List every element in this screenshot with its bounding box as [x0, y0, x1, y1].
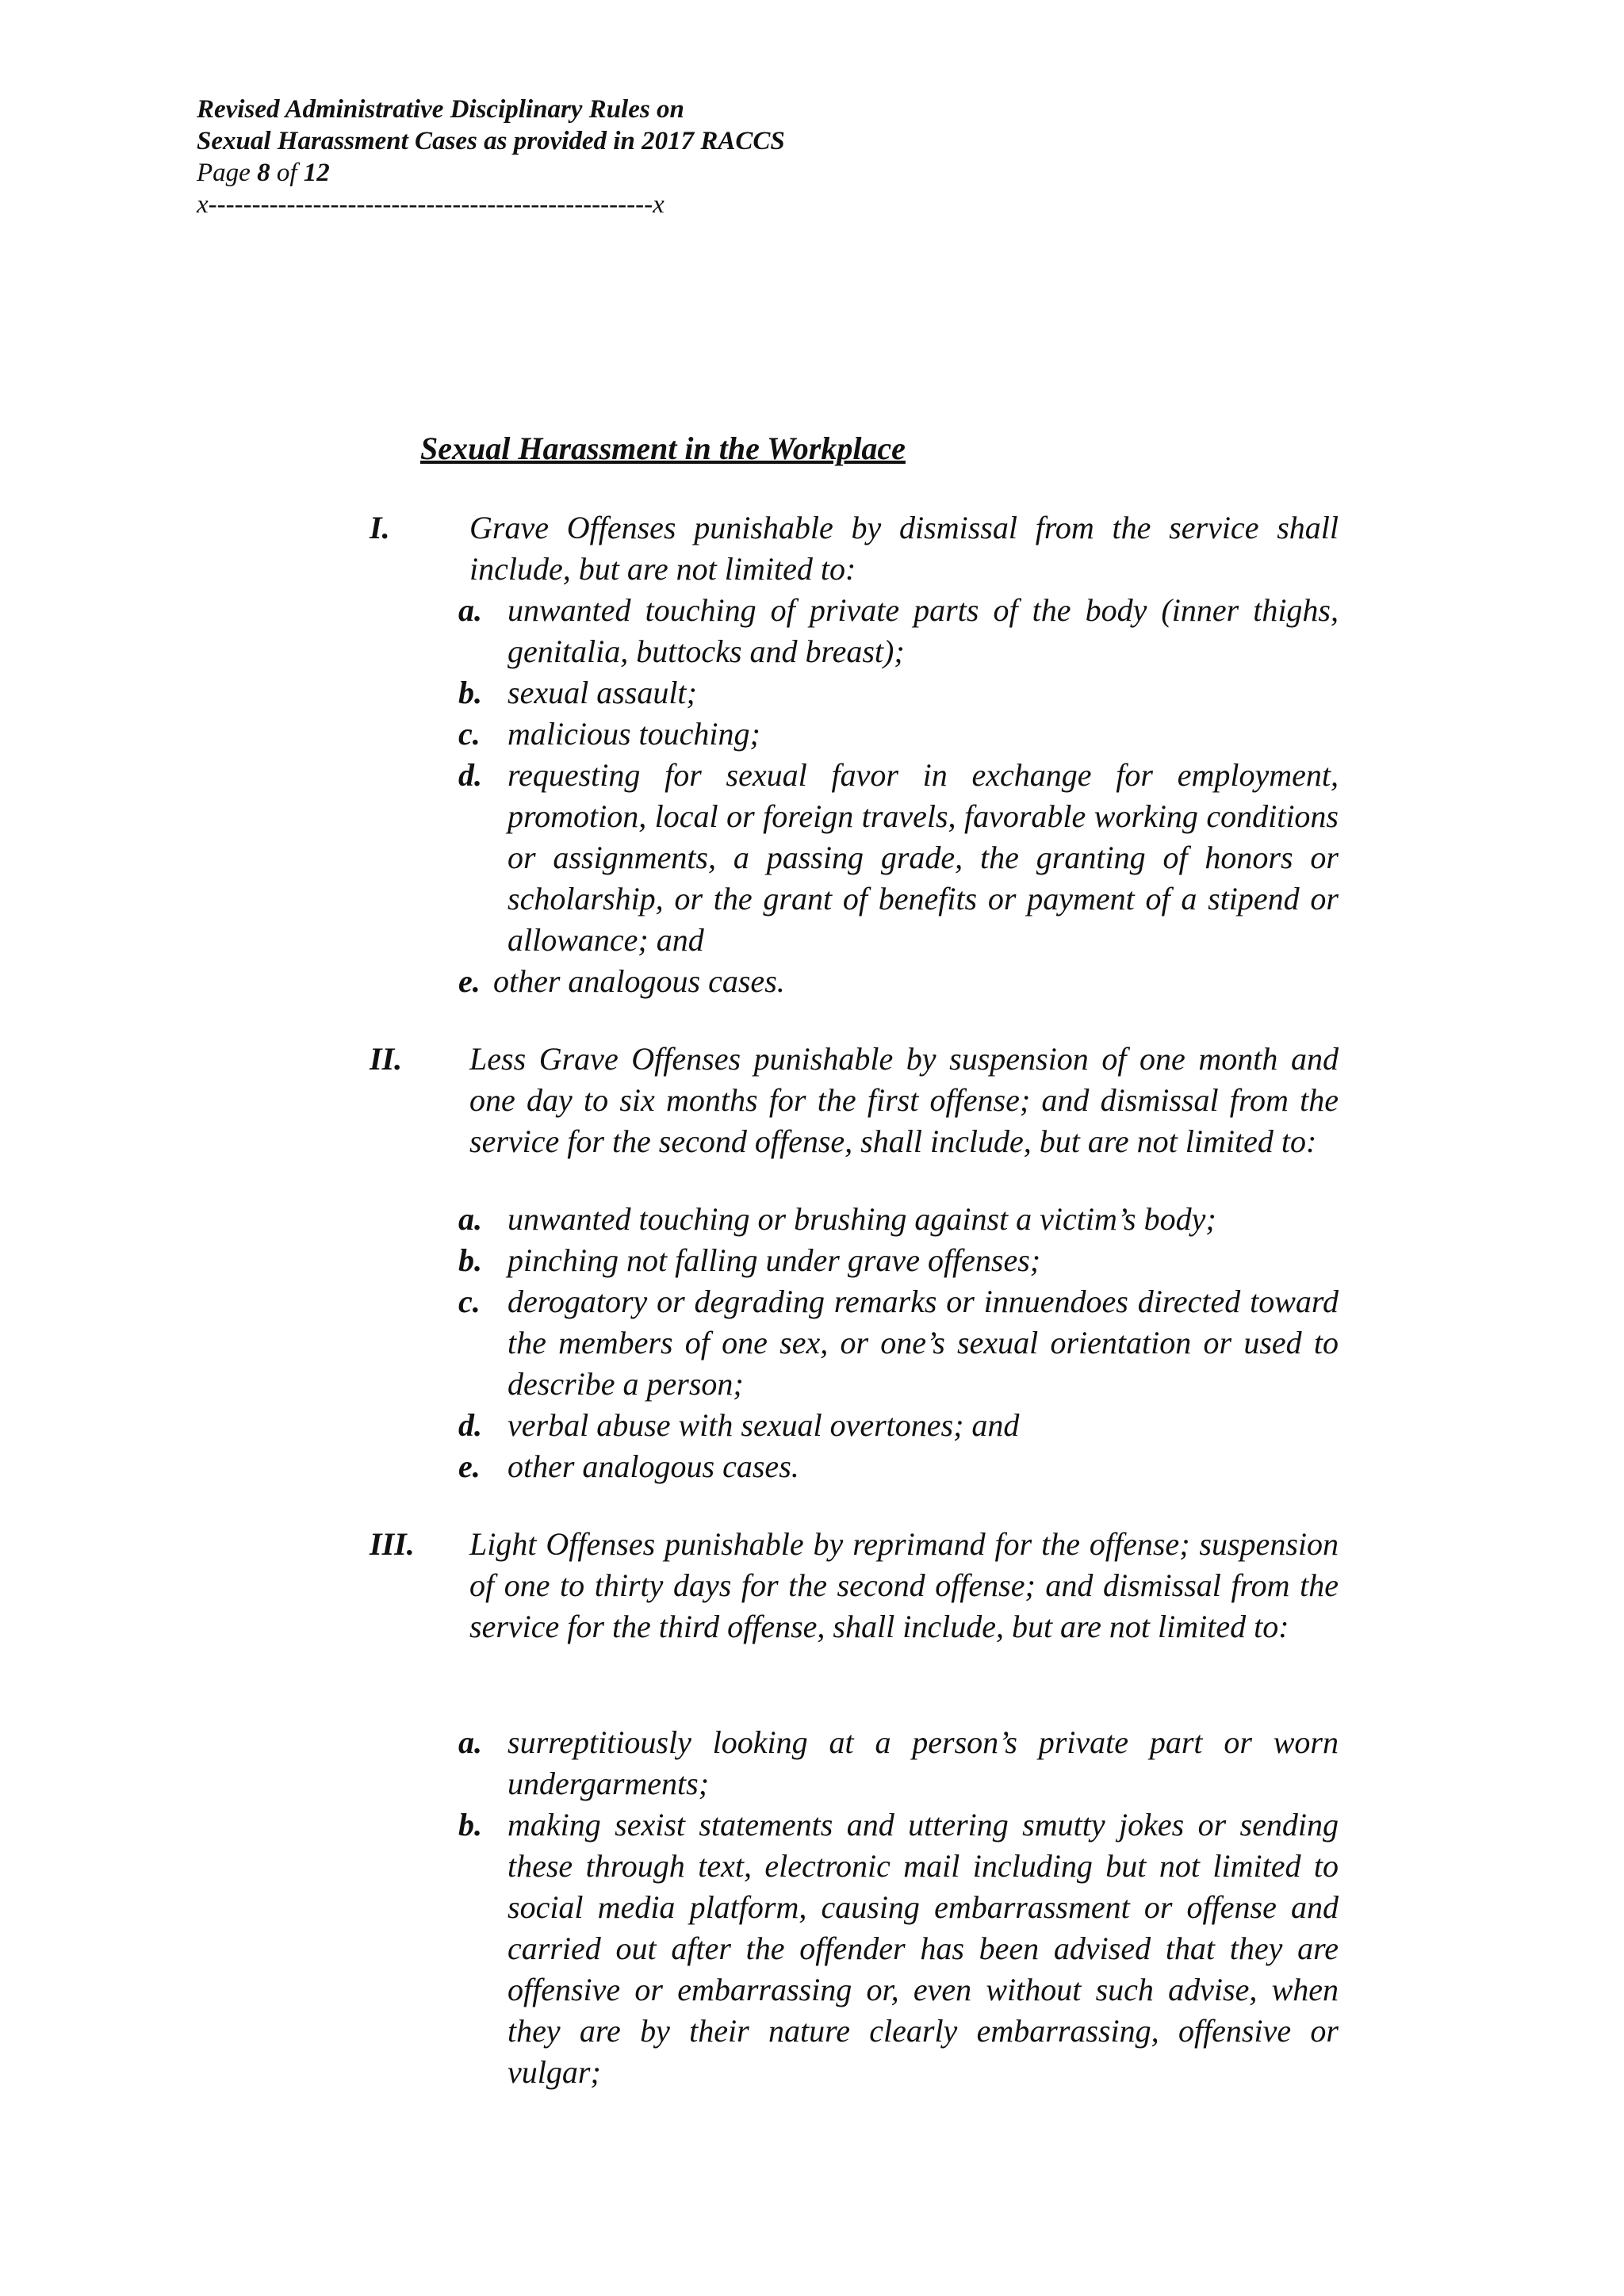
item-letter: b.	[458, 1242, 482, 1278]
list-item	[0, 961, 1624, 1002]
header-title-line-2: Sexual Harassment Cases as provided in 2017 RACCS	[197, 127, 785, 155]
page-prefix: Page	[197, 159, 258, 187]
offense-intro: Light Offenses punishable by reprimand for the offense; suspension of one to thirty days for the second offense; and dismissal from the service for the third offense, shall include, but are not limited to:	[469, 1526, 1339, 1644]
item-text: sexual assault;	[508, 675, 697, 710]
page-total: 12	[303, 159, 330, 187]
list-item	[0, 1722, 1624, 1804]
page-number: 8	[257, 159, 270, 187]
item-letter: a.	[458, 1201, 482, 1237]
page-of: of	[270, 159, 304, 187]
item-letter: d.	[458, 757, 482, 793]
list-item	[0, 1281, 1624, 1405]
item-text: making sexist statements and uttering smutty jokes or sending these through text, electronic mail including but not limited to social media platform, causing embarrassment or offense and carried out after the offender has been advised that they are offensive or embarrassing or, even without such advise, when they are by their nature clearly embarrassing, offensive or vulgar;	[508, 1807, 1339, 2090]
list-item	[0, 1199, 1624, 1240]
list-item	[0, 755, 1624, 961]
offense-items	[0, 1722, 1624, 2093]
list-item	[0, 714, 1624, 755]
item-letter: a.	[458, 1724, 482, 1760]
page-indicator	[197, 157, 785, 189]
item-text: requesting for sexual favor in exchange for employment, promotion, local or foreign travels, favorable working conditions or assignments, a passing grade, the granting of honors or scholarship, or the grant of benefits or payment of a stipend or allowance; and	[508, 757, 1339, 958]
list-item	[0, 1804, 1624, 2093]
offense-numeral: III.	[370, 1526, 415, 1562]
item-text: unwanted touching or brushing against a victim’s body;	[508, 1201, 1216, 1237]
offense-numeral: II.	[370, 1041, 403, 1077]
item-letter: e.	[458, 1448, 481, 1484]
offense-items	[0, 590, 1624, 1002]
item-text: other analogous cases.	[493, 963, 785, 999]
section-title: Sexual Harassment in the Workplace	[420, 430, 906, 466]
item-letter: e.	[458, 963, 481, 999]
item-text: malicious touching;	[508, 716, 760, 752]
item-letter: c.	[458, 1284, 481, 1319]
item-letter: b.	[458, 1807, 482, 1843]
item-text: surreptitiously looking at a person’s private part or worn undergarments;	[508, 1724, 1339, 1801]
item-letter: c.	[458, 716, 481, 752]
offense-intro: Less Grave Offenses punishable by suspension of one month and one day to six months for the first offense; and dismissal from the service for the second offense, shall include, but are not limited to:	[469, 1041, 1339, 1159]
item-text: verbal abuse with sexual overtones; and	[508, 1407, 1020, 1443]
item-text: unwanted touching of private parts of the body (inner thighs, genitalia, buttocks and breast);	[508, 592, 1339, 669]
list-item	[0, 1405, 1624, 1446]
header-separator: x---------------------------------------------------x	[197, 190, 665, 219]
running-header	[197, 94, 785, 220]
item-text: derogatory or degrading remarks or innuendoes directed toward the members of one sex, or one’s sexual orientation or used to describe a person;	[508, 1284, 1339, 1402]
item-text: pinching not falling under grave offenses;	[508, 1242, 1041, 1278]
offense-numeral: I.	[370, 510, 390, 545]
list-item	[0, 1240, 1624, 1281]
list-item	[0, 590, 1624, 672]
list-item	[0, 1446, 1624, 1487]
item-letter: a.	[458, 592, 482, 628]
offense-intro: Grave Offenses punishable by dismissal from the service shall include, but are not limited to:	[469, 510, 1339, 587]
list-item	[0, 672, 1624, 714]
item-letter: b.	[458, 675, 482, 710]
item-letter: d.	[458, 1407, 482, 1443]
header-title-line-1: Revised Administrative Disciplinary Rules on	[197, 95, 684, 124]
offense-items	[0, 1199, 1624, 1487]
item-text: other analogous cases.	[508, 1448, 799, 1484]
